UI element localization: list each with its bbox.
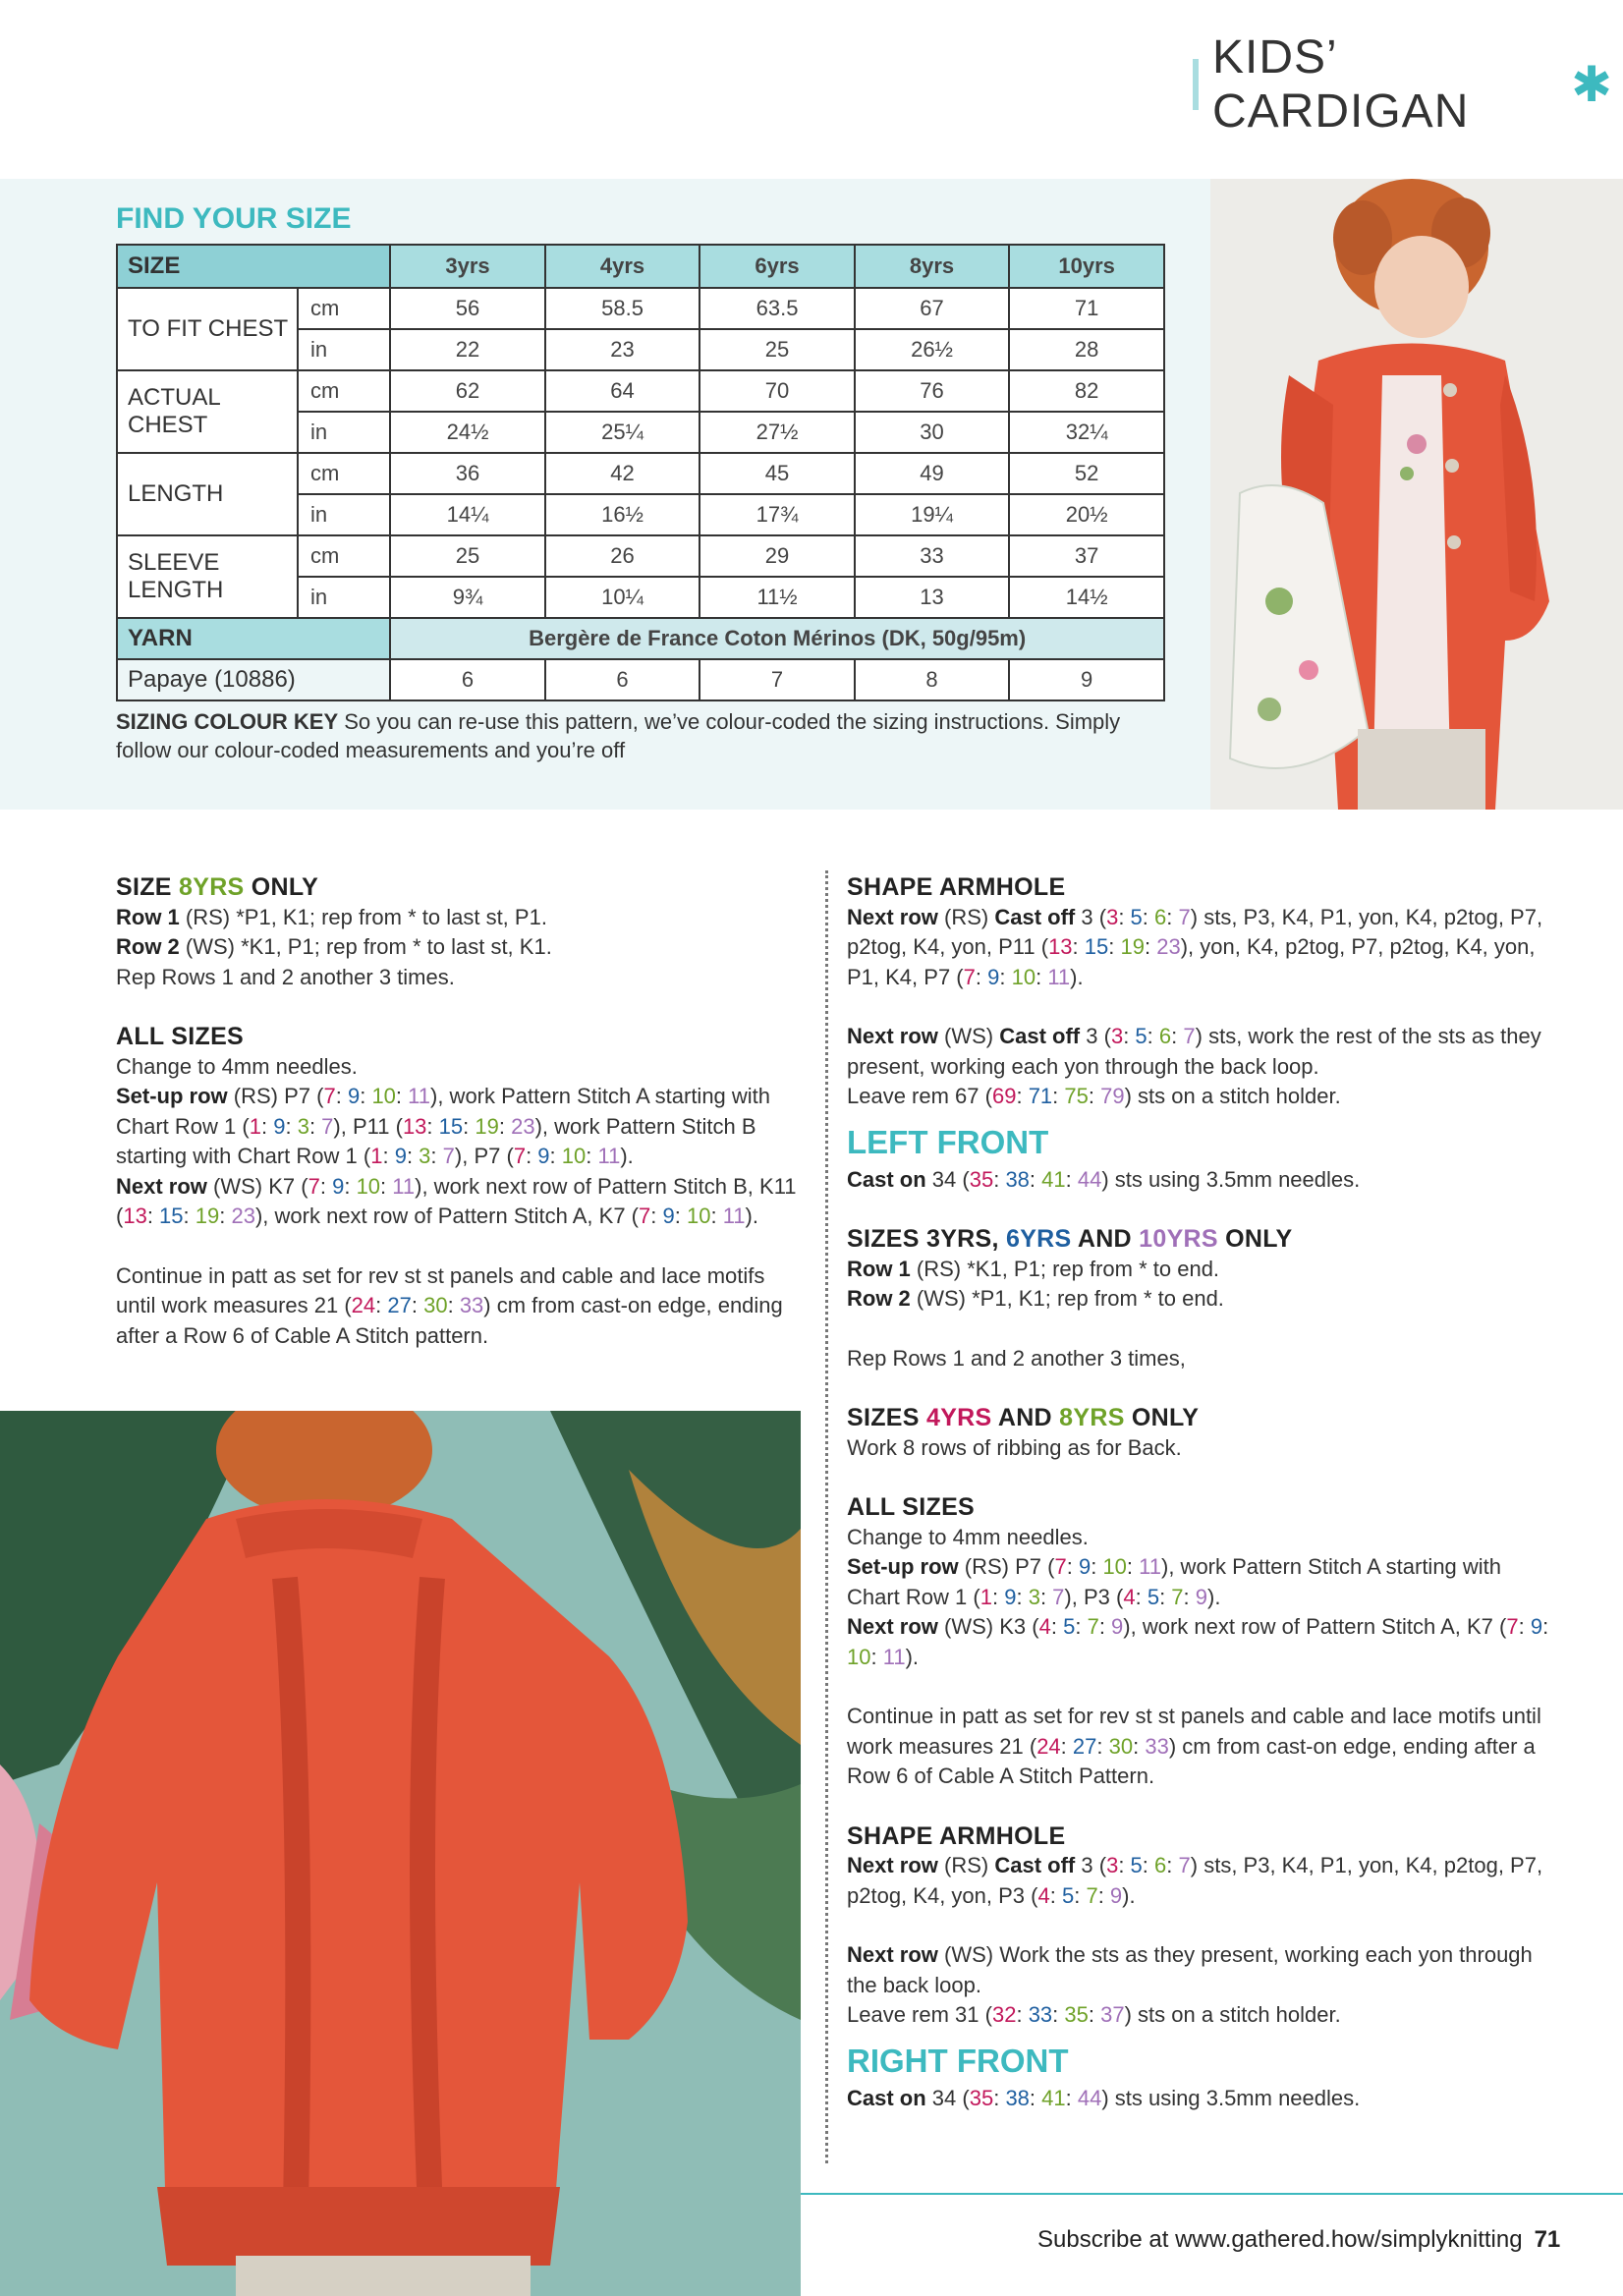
instruction-text: Row 1 (RS) *K1, P1; rep from * to end. <box>847 1256 1220 1281</box>
size-header-cell: 6yrs <box>700 245 855 288</box>
table-cell: 76 <box>855 370 1010 412</box>
table-cell: 7 <box>700 659 855 700</box>
size-label: SIZE <box>117 245 390 288</box>
instruction-text: Work 8 rows of ribbing as for Back. <box>847 1434 1182 1460</box>
instruction-text: Rep Rows 1 and 2 another 3 times, <box>847 1345 1186 1371</box>
instruction-text: Next row (WS) Cast off 3 (3: 5: 6: 7) sts, work the rest of the sts as they present, working each yon through the back loop. <box>847 1024 1541 1079</box>
table-cell: 9 <box>1009 659 1164 700</box>
cardigan-front-photo <box>1210 179 1623 810</box>
table-cell: 8 <box>855 659 1010 700</box>
table-cell: 63.5 <box>700 288 855 329</box>
table-cell: 33 <box>855 535 1010 577</box>
instruction-text: Cast on 34 (35: 38: 41: 44) sts using 3.5mm needles. <box>847 1166 1361 1192</box>
table-cell: 19¼ <box>855 494 1010 535</box>
sizing-colour-key <box>116 707 1138 764</box>
unit-in: in <box>298 494 390 535</box>
table-cell: 30 <box>855 412 1010 453</box>
table-cell: 14½ <box>1009 577 1164 618</box>
section-heading: SHAPE ARMHOLE <box>847 873 1066 901</box>
section-heading: ALL SIZES <box>116 1023 245 1050</box>
table-cell: 70 <box>700 370 855 412</box>
table-row <box>117 535 1164 577</box>
instruction-text: Row 2 (WS) *K1, P1; rep from * to last st, K1. <box>116 934 552 959</box>
table-cell: 29 <box>700 535 855 577</box>
table-cell: 9¾ <box>390 577 545 618</box>
pattern-column-left <box>116 872 804 1351</box>
table-cell: 42 <box>545 453 700 494</box>
table-cell: 37 <box>1009 535 1164 577</box>
table-cell: 62 <box>390 370 545 412</box>
table-cell: 11½ <box>700 577 855 618</box>
table-cell: 25 <box>700 329 855 370</box>
size-header-cell: 8yrs <box>855 245 1010 288</box>
cardigan-back-photo <box>0 1411 801 2296</box>
instruction-text: Continue in patt as set for rev st st panels and cable and lace motifs until work measures 21 (24: 27: 30: 33) cm from cast-on edge, ending after a Row 6 of Cable A Stitch Pattern. <box>847 1704 1541 1788</box>
pattern-column-right <box>847 872 1554 2113</box>
table-cell: 6 <box>545 659 700 700</box>
footer-rule <box>801 2193 1623 2195</box>
instruction-text: Leave rem 31 (32: 33: 35: 37) sts on a stitch holder. <box>847 2002 1341 2027</box>
table-cell: 56 <box>390 288 545 329</box>
instruction-text: Next row (RS) Cast off 3 (3: 5: 6: 7) sts, P3, K4, P1, yon, K4, p2tog, P7, p2tog, K4, yon, P3 (4: 5: 7: 9). <box>847 1853 1543 1908</box>
unit-cm: cm <box>298 370 390 412</box>
instruction-text: Set-up row (RS) P7 (7: 9: 10: 11), work Pattern Stitch A starting with Chart Row 1 (1: 9: 3: 7), P11 (13: 15: 19: 23), work Pattern Stitch B starting with Chart Row 1 (1: 9: 3: 7), P7 (7: 9: 10: 11). <box>116 1084 771 1168</box>
instruction-text: Continue in patt as set for rev st st panels and cable and lace motifs until work measures 21 (24: 27: 30: 33) cm from cast-on edge, ending after a Row 6 of Cable A Stitch pattern. <box>116 1262 783 1348</box>
unit-cm: cm <box>298 535 390 577</box>
table-cell: 26 <box>545 535 700 577</box>
instruction-text: Set-up row (RS) P7 (7: 9: 10: 11), work Pattern Stitch A starting with Chart Row 1 (1: 9: 3: 7), P3 (4: 5: 7: 9). <box>847 1554 1502 1609</box>
section-heading: ALL SIZES <box>847 1493 976 1521</box>
unit-cm: cm <box>298 453 390 494</box>
footer <box>1037 2226 1560 2254</box>
table-cell: 28 <box>1009 329 1164 370</box>
unit-in: in <box>298 577 390 618</box>
instruction-text: Cast on 34 (35: 38: 41: 44) sts using 3.5mm needles. <box>847 2085 1361 2110</box>
unit-cm: cm <box>298 288 390 329</box>
table-cell: 25 <box>390 535 545 577</box>
subscribe-link[interactable]: Subscribe at www.gathered.how/simplyknitting <box>1037 2226 1523 2253</box>
table-cell: 26½ <box>855 329 1010 370</box>
table-cell: 71 <box>1009 288 1164 329</box>
yarn-label: YARN <box>117 618 390 659</box>
table-cell: 24½ <box>390 412 545 453</box>
table-cell: 16½ <box>545 494 700 535</box>
section-heading: SIZE 8YRS ONLY <box>116 873 319 901</box>
instruction-text: Next row (WS) K7 (7: 9: 10: 11), work next row of Pattern Stitch B, K11 (13: 15: 19: 23), work next row of Pattern Stitch A, K7 (7: 9: 10: 11). <box>116 1173 797 1228</box>
table-cell: 23 <box>545 329 700 370</box>
size-header-cell: 4yrs <box>545 245 700 288</box>
measure-label: TO FIT CHEST <box>117 288 298 370</box>
column-divider <box>825 870 828 2163</box>
size-header-row <box>117 245 1164 288</box>
table-cell: 45 <box>700 453 855 494</box>
shade-row <box>117 659 1164 700</box>
table-cell: 58.5 <box>545 288 700 329</box>
table-cell: 20½ <box>1009 494 1164 535</box>
yarn-name: Bergère de France Coton Mérinos (DK, 50g/95m) <box>390 618 1164 659</box>
table-cell: 13 <box>855 577 1010 618</box>
table-cell: 82 <box>1009 370 1164 412</box>
shade-label: Papaye (10886) <box>117 659 390 700</box>
instruction-text: Change to 4mm needles. <box>847 1524 1089 1549</box>
unit-in: in <box>298 412 390 453</box>
yarn-row <box>117 618 1164 659</box>
size-heading: FIND YOUR SIZE <box>116 202 352 235</box>
table-row <box>117 453 1164 494</box>
instruction-text: Next row (RS) Cast off 3 (3: 5: 6: 7) sts, P3, K4, P1, yon, K4, p2tog, P7, p2tog, K4, yon, P11 (13: 15: 19: 23), yon, K4, p2tog, P7, p2tog, K4, yon, P1, K4, P7 (7: 9: 10: 11). <box>847 904 1543 989</box>
sizing-key-label: SIZING COLOUR KEY <box>116 709 339 734</box>
measure-label: SLEEVE LENGTH <box>117 535 298 618</box>
table-row <box>117 370 1164 412</box>
measure-label: LENGTH <box>117 453 298 535</box>
table-cell: 22 <box>390 329 545 370</box>
section-title: RIGHT FRONT <box>847 2042 1069 2079</box>
table-cell: 49 <box>855 453 1010 494</box>
unit-in: in <box>298 329 390 370</box>
size-header-cell: 3yrs <box>390 245 545 288</box>
table-cell: 64 <box>545 370 700 412</box>
section-title: LEFT FRONT <box>847 1123 1049 1160</box>
asterisk-flower-icon: ✱ <box>1571 57 1613 112</box>
table-cell: 6 <box>390 659 545 700</box>
page-title: KIDS’ CARDIGAN <box>1212 31 1470 138</box>
table-cell: 32¼ <box>1009 412 1164 453</box>
table-cell: 10¼ <box>545 577 700 618</box>
section-heading: SHAPE ARMHOLE <box>847 1821 1066 1850</box>
section-heading: SIZES 3YRS, 6YRS AND 10YRS ONLY <box>847 1225 1293 1253</box>
instruction-text: Next row (WS) K3 (4: 5: 7: 9), work next row of Pattern Stitch A, K7 (7: 9: 10: 11). <box>847 1614 1549 1669</box>
table-cell: 27½ <box>700 412 855 453</box>
page-number: 71 <box>1534 2226 1561 2253</box>
table-cell: 14¼ <box>390 494 545 535</box>
table-cell: 17¾ <box>700 494 855 535</box>
instruction-text: Row 1 (RS) *P1, K1; rep from * to last st, P1. <box>116 904 547 929</box>
size-header-cell: 10yrs <box>1009 245 1164 288</box>
table-cell: 36 <box>390 453 545 494</box>
size-table <box>116 244 1165 701</box>
page-header <box>1193 31 1623 138</box>
instruction-text: Leave rem 67 (69: 71: 75: 79) sts on a stitch holder. <box>847 1084 1341 1108</box>
sizing-key-text: So you can re-use this pattern, we’ve colour-coded the sizing instructions. Simply follow our colour-coded measurements and you’re off <box>116 709 1121 762</box>
table-cell: 25¼ <box>545 412 700 453</box>
table-cell: 52 <box>1009 453 1164 494</box>
instruction-text: Next row (WS) Work the sts as they present, working each yon through the back loop. <box>847 1942 1533 1997</box>
instruction-text: Rep Rows 1 and 2 another 3 times. <box>116 964 455 989</box>
instruction-text: Row 2 (WS) *P1, K1; rep from * to end. <box>847 1286 1224 1311</box>
table-row <box>117 288 1164 329</box>
table-cell: 67 <box>855 288 1010 329</box>
measure-label: ACTUAL CHEST <box>117 370 298 453</box>
section-heading: SIZES 4YRS AND 8YRS ONLY <box>847 1404 1200 1431</box>
instruction-text: Change to 4mm needles. <box>116 1053 358 1079</box>
